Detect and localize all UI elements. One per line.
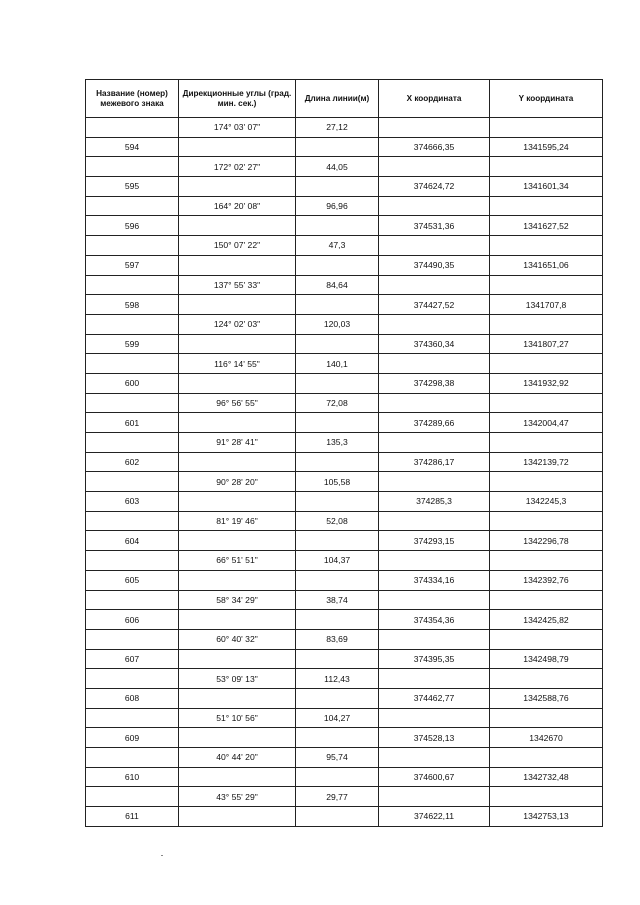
cell-x-coordinate: 374286,17 bbox=[379, 452, 490, 472]
table-row bbox=[86, 748, 603, 768]
cell-y-coordinate bbox=[490, 669, 603, 689]
table-row bbox=[86, 314, 603, 334]
cell-y-coordinate: 1342753,13 bbox=[490, 807, 603, 827]
cell-y-coordinate bbox=[490, 551, 603, 571]
cell-x-coordinate bbox=[379, 472, 490, 492]
cell-line-length bbox=[296, 649, 379, 669]
cell-marker-name: 610 bbox=[86, 767, 179, 787]
cell-x-coordinate: 374293,15 bbox=[379, 531, 490, 551]
table-row bbox=[86, 551, 603, 571]
cell-line-length bbox=[296, 688, 379, 708]
cell-direction-angle bbox=[179, 610, 296, 630]
cell-line-length bbox=[296, 767, 379, 787]
cell-direction-angle: 96° 56' 55" bbox=[179, 393, 296, 413]
table-row bbox=[86, 354, 603, 374]
cell-x-coordinate bbox=[379, 354, 490, 374]
cell-direction-angle bbox=[179, 570, 296, 590]
cell-x-coordinate: 374298,38 bbox=[379, 373, 490, 393]
cell-y-coordinate bbox=[490, 629, 603, 649]
cell-x-coordinate bbox=[379, 275, 490, 295]
cell-direction-angle bbox=[179, 413, 296, 433]
cell-direction-angle bbox=[179, 137, 296, 157]
cell-direction-angle bbox=[179, 216, 296, 236]
cell-marker-name: 600 bbox=[86, 373, 179, 393]
table-row bbox=[86, 688, 603, 708]
cell-marker-name: 611 bbox=[86, 807, 179, 827]
cell-marker-name: 597 bbox=[86, 255, 179, 275]
cell-line-length bbox=[296, 807, 379, 827]
table-row bbox=[86, 216, 603, 236]
cell-y-coordinate: 1341651,06 bbox=[490, 255, 603, 275]
cell-line-length bbox=[296, 334, 379, 354]
cell-direction-angle bbox=[179, 452, 296, 472]
cell-x-coordinate bbox=[379, 669, 490, 689]
cell-y-coordinate: 1341627,52 bbox=[490, 216, 603, 236]
cell-direction-angle: 124° 02' 03" bbox=[179, 314, 296, 334]
cell-x-coordinate: 374462,77 bbox=[379, 688, 490, 708]
table-row bbox=[86, 649, 603, 669]
cell-x-coordinate: 374528,13 bbox=[379, 728, 490, 748]
cell-marker-name: 598 bbox=[86, 295, 179, 315]
cell-line-length: 140,1 bbox=[296, 354, 379, 374]
cell-x-coordinate bbox=[379, 157, 490, 177]
table-row bbox=[86, 118, 603, 138]
cell-direction-angle: 150° 07' 22" bbox=[179, 236, 296, 256]
cell-y-coordinate: 1341932,92 bbox=[490, 373, 603, 393]
cell-marker-name bbox=[86, 590, 179, 610]
header-x: X координата bbox=[379, 80, 490, 118]
cell-y-coordinate bbox=[490, 393, 603, 413]
table-row bbox=[86, 531, 603, 551]
table-row bbox=[86, 433, 603, 453]
table-row bbox=[86, 590, 603, 610]
cell-direction-angle: 164° 20' 08" bbox=[179, 196, 296, 216]
cell-direction-angle bbox=[179, 807, 296, 827]
cell-marker-name bbox=[86, 118, 179, 138]
cell-x-coordinate bbox=[379, 590, 490, 610]
table-header-row bbox=[86, 80, 603, 118]
cell-line-length bbox=[296, 216, 379, 236]
cell-direction-angle: 81° 19' 46" bbox=[179, 511, 296, 531]
cell-y-coordinate: 1342498,79 bbox=[490, 649, 603, 669]
cell-direction-angle: 53° 09' 13" bbox=[179, 669, 296, 689]
scan-speck bbox=[161, 855, 163, 856]
cell-marker-name: 607 bbox=[86, 649, 179, 669]
cell-marker-name bbox=[86, 236, 179, 256]
cell-marker-name bbox=[86, 275, 179, 295]
table-row bbox=[86, 157, 603, 177]
cell-x-coordinate: 374490,35 bbox=[379, 255, 490, 275]
table-body bbox=[86, 118, 603, 827]
cell-marker-name bbox=[86, 748, 179, 768]
cell-x-coordinate: 374360,34 bbox=[379, 334, 490, 354]
cell-marker-name bbox=[86, 196, 179, 216]
cell-x-coordinate: 374531,36 bbox=[379, 216, 490, 236]
cell-direction-angle bbox=[179, 334, 296, 354]
cell-y-coordinate bbox=[490, 590, 603, 610]
cell-direction-angle bbox=[179, 767, 296, 787]
table-row bbox=[86, 413, 603, 433]
cell-line-length bbox=[296, 610, 379, 630]
table-row bbox=[86, 137, 603, 157]
cell-marker-name: 609 bbox=[86, 728, 179, 748]
cell-x-coordinate bbox=[379, 551, 490, 571]
table-row bbox=[86, 767, 603, 787]
cell-line-length: 135,3 bbox=[296, 433, 379, 453]
cell-line-length: 84,64 bbox=[296, 275, 379, 295]
cell-line-length bbox=[296, 177, 379, 197]
cell-line-length: 47,3 bbox=[296, 236, 379, 256]
cell-direction-angle: 116° 14' 55" bbox=[179, 354, 296, 374]
cell-line-length: 72,08 bbox=[296, 393, 379, 413]
cell-line-length: 104,27 bbox=[296, 708, 379, 728]
cell-direction-angle bbox=[179, 531, 296, 551]
cell-y-coordinate: 1341601,34 bbox=[490, 177, 603, 197]
cell-x-coordinate bbox=[379, 196, 490, 216]
cell-y-coordinate: 1342670 bbox=[490, 728, 603, 748]
cell-y-coordinate: 1341595,24 bbox=[490, 137, 603, 157]
cell-direction-angle: 60° 40' 32" bbox=[179, 629, 296, 649]
cell-marker-name bbox=[86, 354, 179, 374]
table-row bbox=[86, 452, 603, 472]
cell-marker-name bbox=[86, 551, 179, 571]
cell-marker-name bbox=[86, 433, 179, 453]
table-row bbox=[86, 511, 603, 531]
table-row bbox=[86, 196, 603, 216]
boundary-coordinates-table bbox=[85, 79, 603, 827]
cell-y-coordinate bbox=[490, 708, 603, 728]
cell-y-coordinate bbox=[490, 275, 603, 295]
table-row bbox=[86, 492, 603, 512]
cell-y-coordinate bbox=[490, 354, 603, 374]
cell-marker-name: 596 bbox=[86, 216, 179, 236]
cell-y-coordinate bbox=[490, 314, 603, 334]
cell-marker-name: 605 bbox=[86, 570, 179, 590]
cell-direction-angle bbox=[179, 295, 296, 315]
cell-marker-name bbox=[86, 393, 179, 413]
cell-marker-name bbox=[86, 669, 179, 689]
cell-line-length bbox=[296, 255, 379, 275]
cell-line-length bbox=[296, 295, 379, 315]
table-row bbox=[86, 393, 603, 413]
cell-y-coordinate bbox=[490, 118, 603, 138]
table-row bbox=[86, 275, 603, 295]
cell-marker-name: 602 bbox=[86, 452, 179, 472]
cell-marker-name: 599 bbox=[86, 334, 179, 354]
cell-y-coordinate: 1342425,82 bbox=[490, 610, 603, 630]
cell-marker-name: 603 bbox=[86, 492, 179, 512]
cell-y-coordinate: 1341807,27 bbox=[490, 334, 603, 354]
cell-y-coordinate: 1341707,8 bbox=[490, 295, 603, 315]
table-row bbox=[86, 177, 603, 197]
cell-y-coordinate: 1342392,76 bbox=[490, 570, 603, 590]
cell-marker-name: 595 bbox=[86, 177, 179, 197]
cell-direction-angle: 91° 28' 41" bbox=[179, 433, 296, 453]
cell-marker-name bbox=[86, 511, 179, 531]
table-row bbox=[86, 236, 603, 256]
cell-marker-name: 606 bbox=[86, 610, 179, 630]
cell-y-coordinate bbox=[490, 236, 603, 256]
cell-x-coordinate bbox=[379, 433, 490, 453]
cell-x-coordinate bbox=[379, 511, 490, 531]
cell-line-length bbox=[296, 570, 379, 590]
cell-direction-angle: 174° 03' 07" bbox=[179, 118, 296, 138]
table-row bbox=[86, 472, 603, 492]
table-row bbox=[86, 629, 603, 649]
cell-x-coordinate: 374289,66 bbox=[379, 413, 490, 433]
cell-direction-angle bbox=[179, 728, 296, 748]
table-row bbox=[86, 373, 603, 393]
cell-y-coordinate bbox=[490, 196, 603, 216]
header-angle: Дирекционные углы (град. мин. сек.) bbox=[179, 80, 296, 118]
cell-x-coordinate: 374624,72 bbox=[379, 177, 490, 197]
cell-line-length bbox=[296, 492, 379, 512]
cell-x-coordinate bbox=[379, 236, 490, 256]
cell-line-length bbox=[296, 728, 379, 748]
cell-direction-angle bbox=[179, 492, 296, 512]
cell-marker-name bbox=[86, 314, 179, 334]
cell-line-length: 112,43 bbox=[296, 669, 379, 689]
cell-x-coordinate: 374334,16 bbox=[379, 570, 490, 590]
cell-line-length: 52,08 bbox=[296, 511, 379, 531]
cell-line-length bbox=[296, 452, 379, 472]
cell-y-coordinate: 1342004,47 bbox=[490, 413, 603, 433]
cell-line-length bbox=[296, 531, 379, 551]
table-row bbox=[86, 610, 603, 630]
cell-line-length: 96,96 bbox=[296, 196, 379, 216]
cell-direction-angle bbox=[179, 688, 296, 708]
cell-marker-name bbox=[86, 472, 179, 492]
cell-x-coordinate bbox=[379, 393, 490, 413]
cell-line-length: 105,58 bbox=[296, 472, 379, 492]
table-row bbox=[86, 708, 603, 728]
cell-direction-angle bbox=[179, 373, 296, 393]
cell-direction-angle: 172° 02' 27" bbox=[179, 157, 296, 177]
cell-line-length: 104,37 bbox=[296, 551, 379, 571]
cell-y-coordinate bbox=[490, 157, 603, 177]
cell-y-coordinate: 1342732,48 bbox=[490, 767, 603, 787]
cell-x-coordinate: 374354,36 bbox=[379, 610, 490, 630]
cell-direction-angle: 137° 55' 33" bbox=[179, 275, 296, 295]
cell-marker-name bbox=[86, 629, 179, 649]
cell-x-coordinate bbox=[379, 708, 490, 728]
cell-line-length: 83,69 bbox=[296, 629, 379, 649]
cell-y-coordinate bbox=[490, 748, 603, 768]
cell-direction-angle: 40° 44' 20" bbox=[179, 748, 296, 768]
cell-x-coordinate: 374666,35 bbox=[379, 137, 490, 157]
table-row bbox=[86, 295, 603, 315]
cell-marker-name: 608 bbox=[86, 688, 179, 708]
cell-x-coordinate: 374622,11 bbox=[379, 807, 490, 827]
table-row bbox=[86, 728, 603, 748]
cell-line-length: 29,77 bbox=[296, 787, 379, 807]
table-row bbox=[86, 334, 603, 354]
cell-direction-angle: 43° 55' 29" bbox=[179, 787, 296, 807]
cell-line-length bbox=[296, 413, 379, 433]
cell-marker-name bbox=[86, 708, 179, 728]
cell-y-coordinate bbox=[490, 787, 603, 807]
table-row bbox=[86, 787, 603, 807]
cell-marker-name bbox=[86, 157, 179, 177]
cell-line-length bbox=[296, 373, 379, 393]
cell-x-coordinate bbox=[379, 629, 490, 649]
cell-x-coordinate: 374285,3 bbox=[379, 492, 490, 512]
cell-direction-angle: 90° 28' 20" bbox=[179, 472, 296, 492]
cell-x-coordinate bbox=[379, 748, 490, 768]
cell-x-coordinate bbox=[379, 787, 490, 807]
cell-line-length: 38,74 bbox=[296, 590, 379, 610]
cell-x-coordinate: 374395,35 bbox=[379, 649, 490, 669]
cell-direction-angle bbox=[179, 649, 296, 669]
header-y: Y координата bbox=[490, 80, 603, 118]
table-row bbox=[86, 807, 603, 827]
cell-marker-name: 594 bbox=[86, 137, 179, 157]
cell-line-length: 120,03 bbox=[296, 314, 379, 334]
cell-line-length: 95,74 bbox=[296, 748, 379, 768]
cell-marker-name: 601 bbox=[86, 413, 179, 433]
cell-marker-name bbox=[86, 787, 179, 807]
table-row bbox=[86, 669, 603, 689]
cell-line-length bbox=[296, 137, 379, 157]
cell-x-coordinate: 374427,52 bbox=[379, 295, 490, 315]
cell-y-coordinate: 1342588,76 bbox=[490, 688, 603, 708]
cell-x-coordinate: 374600,67 bbox=[379, 767, 490, 787]
cell-direction-angle bbox=[179, 177, 296, 197]
cell-line-length: 44,05 bbox=[296, 157, 379, 177]
cell-direction-angle bbox=[179, 255, 296, 275]
cell-x-coordinate bbox=[379, 118, 490, 138]
cell-y-coordinate bbox=[490, 511, 603, 531]
cell-direction-angle: 58° 34' 29" bbox=[179, 590, 296, 610]
cell-y-coordinate: 1342296,78 bbox=[490, 531, 603, 551]
cell-direction-angle: 66° 51' 51" bbox=[179, 551, 296, 571]
cell-y-coordinate: 1342139,72 bbox=[490, 452, 603, 472]
cell-marker-name: 604 bbox=[86, 531, 179, 551]
table-row bbox=[86, 255, 603, 275]
cell-x-coordinate bbox=[379, 314, 490, 334]
cell-direction-angle: 51° 10' 56" bbox=[179, 708, 296, 728]
header-name: Название (номер) межевого знака bbox=[86, 80, 179, 118]
table-row bbox=[86, 570, 603, 590]
cell-y-coordinate: 1342245,3 bbox=[490, 492, 603, 512]
cell-y-coordinate bbox=[490, 433, 603, 453]
cell-line-length: 27,12 bbox=[296, 118, 379, 138]
header-length: Длина линии(м) bbox=[296, 80, 379, 118]
cell-y-coordinate bbox=[490, 472, 603, 492]
